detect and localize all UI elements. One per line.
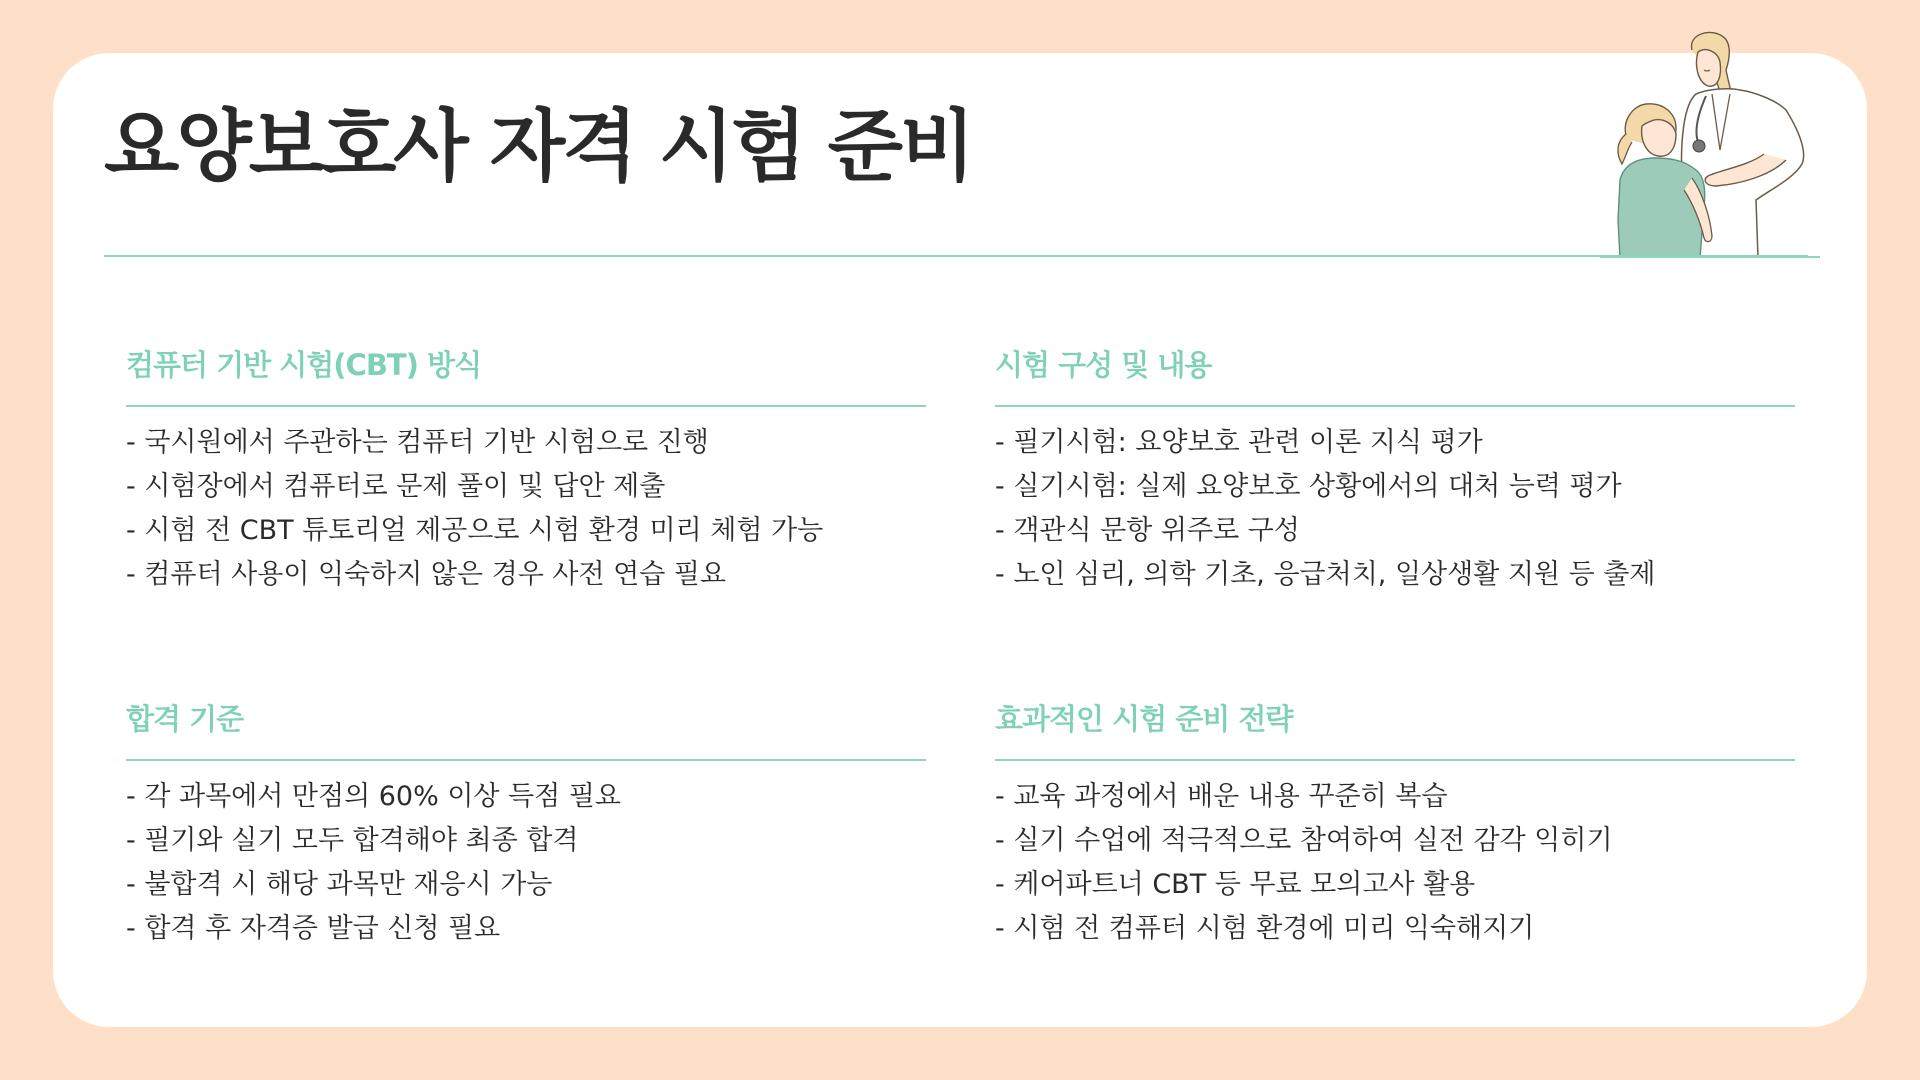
section-pass-criteria bbox=[126, 699, 926, 951]
bullet-list bbox=[995, 775, 1795, 951]
list-item: - 교육 과정에서 배운 내용 꾸준히 복습 bbox=[995, 781, 1448, 812]
section-divider bbox=[995, 405, 1795, 407]
list-item: - 불합격 시 해당 과목만 재응시 가능 bbox=[126, 869, 553, 900]
section-heading: 컴퓨터 기반 시험(CBT) 방식 bbox=[126, 348, 482, 382]
bullet-list bbox=[126, 775, 926, 951]
section-divider bbox=[126, 405, 926, 407]
bullet-list bbox=[126, 421, 926, 597]
section-study-strategy bbox=[995, 699, 1795, 951]
doctor-with-child-icon bbox=[1580, 30, 1820, 258]
list-item: - 객관식 문항 위주로 구성 bbox=[995, 515, 1300, 546]
list-item: - 시험 전 CBT 튜토리얼 제공으로 시험 환경 미리 체험 가능 bbox=[126, 515, 824, 546]
section-cbt bbox=[126, 345, 926, 597]
title-divider bbox=[104, 255, 1808, 257]
section-heading: 시험 구성 및 내용 bbox=[995, 348, 1212, 382]
bullet-list bbox=[995, 421, 1795, 597]
list-item: - 컴퓨터 사용이 익숙하지 않은 경우 사전 연습 필요 bbox=[126, 559, 727, 590]
list-item: - 합격 후 자격증 발급 신청 필요 bbox=[126, 913, 501, 944]
list-item: - 시험장에서 컴퓨터로 문제 풀이 및 답안 제출 bbox=[126, 471, 666, 502]
list-item: - 필기시험: 요양보호 관련 이론 지식 평가 bbox=[995, 427, 1483, 458]
list-item: - 실기시험: 실제 요양보호 상황에서의 대처 능력 평가 bbox=[995, 471, 1622, 502]
section-divider bbox=[995, 759, 1795, 761]
list-item: - 케어파트너 CBT 등 무료 모의고사 활용 bbox=[995, 869, 1476, 900]
list-item: - 노인 심리, 의학 기초, 응급처치, 일상생활 지원 등 출제 bbox=[995, 559, 1656, 590]
list-item: - 시험 전 컴퓨터 시험 환경에 미리 익숙해지기 bbox=[995, 913, 1535, 944]
section-exam-contents bbox=[995, 345, 1795, 597]
section-heading: 효과적인 시험 준비 전략 bbox=[995, 702, 1293, 736]
section-heading: 합격 기준 bbox=[126, 702, 244, 736]
list-item: - 필기와 실기 모두 합격해야 최종 합격 bbox=[126, 825, 579, 856]
list-item: - 각 과목에서 만점의 60% 이상 득점 필요 bbox=[126, 781, 621, 812]
list-item: - 실기 수업에 적극적으로 참여하여 실전 감각 익히기 bbox=[995, 825, 1613, 856]
page-title: 요양보호사 자격 시험 준비 bbox=[104, 102, 973, 192]
section-divider bbox=[126, 759, 926, 761]
list-item: - 국시원에서 주관하는 컴퓨터 기반 시험으로 진행 bbox=[126, 427, 709, 458]
